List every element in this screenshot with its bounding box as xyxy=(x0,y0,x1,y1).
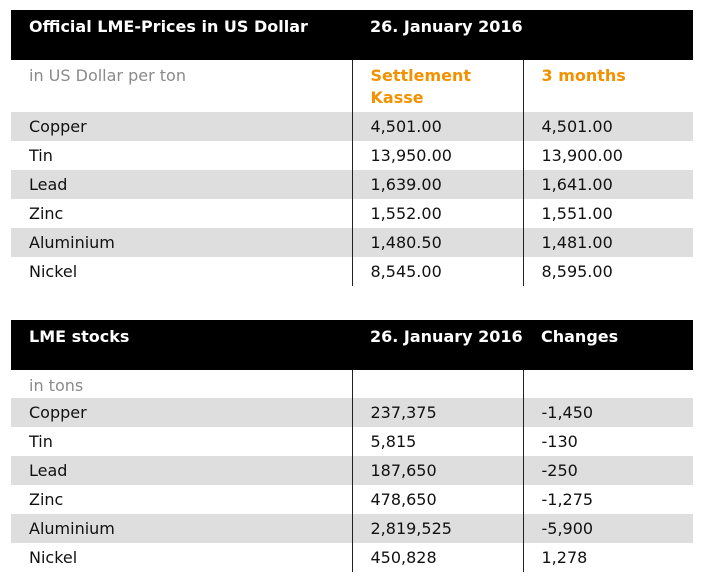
col-settlement-kasse: Settlement Kasse xyxy=(352,60,523,112)
settlement-value: 8,545.00 xyxy=(352,257,523,286)
metal-name: Tin xyxy=(29,146,53,165)
table-row xyxy=(11,257,693,286)
stock-value: 5,815 xyxy=(352,427,523,456)
metal-name: Nickel xyxy=(29,548,78,567)
stocks-subheader-empty xyxy=(352,370,523,398)
three-months-value: 8,595.00 xyxy=(523,257,693,286)
table-row xyxy=(11,141,693,170)
three-months-value: 1,641.00 xyxy=(523,170,693,199)
prices-unit: in US Dollar per ton xyxy=(29,66,186,85)
stock-value: 237,375 xyxy=(352,398,523,427)
three-months-value: 13,900.00 xyxy=(523,141,693,170)
metal-name: Aluminium xyxy=(11,514,352,543)
three-months-value: 1,551.00 xyxy=(523,199,693,228)
stock-value: 450,828 xyxy=(352,543,523,572)
change-value: 1,278 xyxy=(523,543,693,572)
table-row xyxy=(11,543,693,572)
prices-date: 26. January 2016 xyxy=(352,10,523,60)
change-value: -130 xyxy=(523,427,693,456)
change-value: -250 xyxy=(523,456,693,485)
table-row xyxy=(11,228,693,257)
col-changes: Changes xyxy=(523,320,693,370)
table-row xyxy=(11,170,693,199)
settlement-value: 1,480.50 xyxy=(352,228,523,257)
stocks-subheader-row xyxy=(11,370,693,398)
table-row xyxy=(11,514,693,543)
stocks-subheader-empty xyxy=(523,370,693,398)
metal-name: Copper xyxy=(11,398,352,427)
stocks-title: LME stocks xyxy=(11,320,352,370)
prices-title: Official LME-Prices in US Dollar xyxy=(11,10,352,60)
table-row xyxy=(11,199,693,228)
settlement-value: 4,501.00 xyxy=(352,112,523,141)
col-3-months: 3 months xyxy=(523,60,693,112)
change-value: -1,275 xyxy=(523,485,693,514)
prices-header-row xyxy=(11,10,693,60)
metal-name: Zinc xyxy=(29,490,64,509)
lme-stocks-table xyxy=(11,320,693,572)
prices-subheader-row xyxy=(11,60,693,112)
lme-prices-table xyxy=(11,10,693,286)
metal-name: Lead xyxy=(11,170,352,199)
three-months-value: 1,481.00 xyxy=(523,228,693,257)
table-row xyxy=(11,112,693,141)
metal-name: Copper xyxy=(11,112,352,141)
stocks-date: 26. January 2016 xyxy=(352,320,523,370)
table-row xyxy=(11,485,693,514)
stocks-header-row xyxy=(11,320,693,370)
change-value: -5,900 xyxy=(523,514,693,543)
stock-value: 478,650 xyxy=(352,485,523,514)
metal-name: Tin xyxy=(29,432,53,451)
metal-name: Zinc xyxy=(29,204,64,223)
settlement-value: 1,552.00 xyxy=(352,199,523,228)
table-row xyxy=(11,456,693,485)
settlement-value: 13,950.00 xyxy=(352,141,523,170)
metal-name: Aluminium xyxy=(11,228,352,257)
settlement-value: 1,639.00 xyxy=(352,170,523,199)
stock-value: 187,650 xyxy=(352,456,523,485)
three-months-value: 4,501.00 xyxy=(523,112,693,141)
change-value: -1,450 xyxy=(523,398,693,427)
stock-value: 2,819,525 xyxy=(352,514,523,543)
stocks-unit: in tons xyxy=(29,376,84,395)
table-row xyxy=(11,398,693,427)
metal-name: Nickel xyxy=(29,262,78,281)
prices-header-empty xyxy=(523,10,693,60)
table-row xyxy=(11,427,693,456)
metal-name: Lead xyxy=(11,456,352,485)
